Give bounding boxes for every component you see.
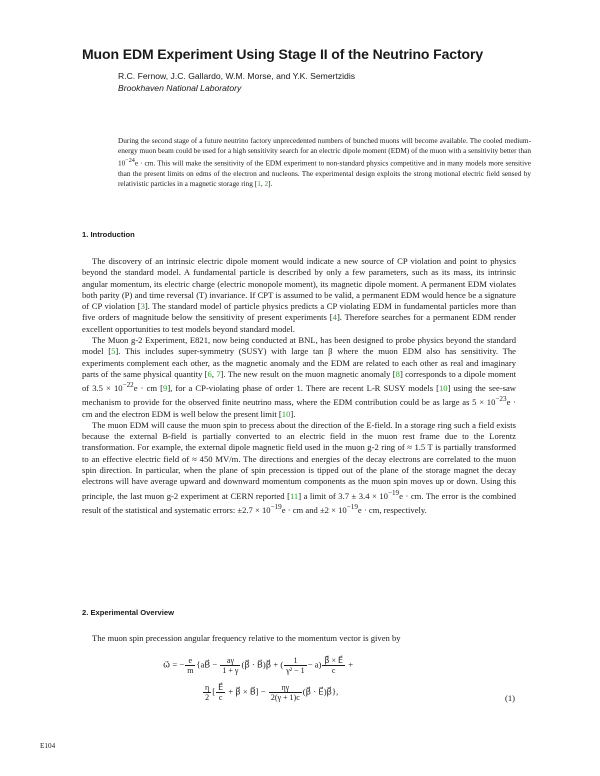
citation-link[interactable]: 2 xyxy=(264,179,269,189)
citation-link[interactable]: 6 xyxy=(207,368,212,379)
citation-link[interactable]: 4 xyxy=(332,312,337,323)
introduction-body xyxy=(82,256,516,516)
citation-link[interactable]: 9 xyxy=(163,383,168,394)
page-footer-number: E104 xyxy=(40,742,56,750)
paper-title: Muon EDM Experiment Using Stage II of the Neutrino Factory xyxy=(82,46,484,62)
paragraph: The Muon g-2 Experiment, E821, now being conducted at BNL, has been designed to probe physics beyond the standard model [5]. This includes super-symmetry (SUSY) with large tan β where the muon EDM also has sensitivity. The experiments complement each other, as the magnetic anomaly and the EDM are related to each other as real and imaginary parts of the same physical quantity [6, 7]. The new result on the muon magnetic anomaly [8] corresponds to a dipole moment of $3.5 \times 10^{-22}e$ · cm [9], for a CP-violating phase of order 1. There are recent L-R SUSY models [10] using the see-saw mechanism to provide for the observed finite neutrino mass, where the EDM contribution could be as large as $5 \times 10^{-23}e$ · cm and the electron EDM is well below the present limit [10]. xyxy=(82,335,517,419)
citation-link[interactable]: 3 xyxy=(140,301,145,312)
paragraph: The discovery of an intrinsic electric dipole moment would indicate a new source of CP violation and point to physics beyond the standard model. A fundamental particle is described by only a few parameters, such as its mass, its intrinsic angular momentum, its electric charge (electric monopole moment), its magnetic dipole moment. A permanent EDM violates both parity (P) and time reversal (T) invariance. If CPT is assumed to be valid, a permanent EDM would hence be a signature of CP violation [3]. The standard model of particle physics predicts a CP violating EDM in fundamental particles more than five orders of magnitude below the sensitivity of present experiments [4]. Therefore searches for a permanent EDM render excellent opportunities to test models beyond standard model. xyxy=(82,256,516,334)
citation-link[interactable]: 5 xyxy=(111,346,116,357)
citation-link[interactable]: 7 xyxy=(216,368,221,379)
paper-authors: R.C. Fernow, J.C. Gallardo, W.M. Morse, and Y.K. Semertzidis xyxy=(118,71,356,81)
section-heading-introduction: 1. Introduction xyxy=(82,230,135,239)
equation-line-1: ω⃗ = − $\frac{e}{m}$ {aB⃗ − $\frac{a\gamma}{1 + \gamma}$ (β⃗ · B⃗)β⃗ + ( $\frac{1}{\text{γ² − 1}}$ − a) $\frac{\beta⃗ \times E⃗}{c}$ + xyxy=(163,656,354,675)
section-heading-experimental-overview: 2. Experimental Overview xyxy=(82,608,175,617)
citation-link[interactable]: 8 xyxy=(395,368,400,379)
paper-affiliation: Brookhaven National Laboratory xyxy=(118,83,242,93)
paragraph: The muon EDM will cause the muon spin to precess about the direction of the E-field. In a storage ring such a field exists because the external B-field is partially converted to an electric field in the muon rest frame due to the Lorentz transformation. For example, the external dipole magnetic field used in the muon g-2 ring of ≈ 1.5 T is partially transformed to an effective electric field of ≈ 450 MV/m. The directions and energies of the decay electrons are correlated to the muon spin direction. In particular, when the plane of spin precession is tipped out of the plane of the storage magnet the decay electrons will have average upward and downward momentum components as the muon spin moves up or down. Using this principle, the last muon g-2 experiment at CERN reported [11] a limit of $3.7 \pm 3.4 \times 10^{-19}e$ · cm. The error is the combined result of the statistical and systematic errors: $\pm 2.7 \times 10^{-19}e$ · cm and $\pm 2 \times 10^{-19}e$ · cm, respectively. xyxy=(82,419,516,515)
paragraph: The muon spin precession angular frequency relative to the momentum vector is given by xyxy=(92,633,401,643)
equation-line-2: $\frac{\eta}{2}$ [ $\frac{E⃗}{c}$ + β⃗ × B⃗] − $\frac{\eta\gamma}{2(\gamma + 1)c}$ (β⃗ · E⃗)β⃗}, xyxy=(205,683,339,702)
citation-link[interactable]: 10 xyxy=(438,383,448,394)
abstract: During the second stage of a future neutrino factory unprecedented numbers of bunched muons will become available. The cooled medium-energy muon beam could be used for a high sensitivity search for an electric dipole moment (EDM) of the muon with a sensitivity better than $10^{-24}e$ · cm. This will make the sensitivity of the EDM experiment to non-standard physics competitive and in many models more sensitive than the present limits on edms of the electron and nucleons. The experimental design exploits the strong motional electric field sensed by relativistic particles in a magnetic storage ring [1, 2]. xyxy=(118,136,531,189)
equation-number: (1) xyxy=(505,693,516,703)
citation-link[interactable]: 1 xyxy=(257,179,261,189)
citation-link[interactable]: 10 xyxy=(281,408,291,419)
citation-link[interactable]: 11 xyxy=(289,490,299,501)
overview-body xyxy=(82,633,516,644)
